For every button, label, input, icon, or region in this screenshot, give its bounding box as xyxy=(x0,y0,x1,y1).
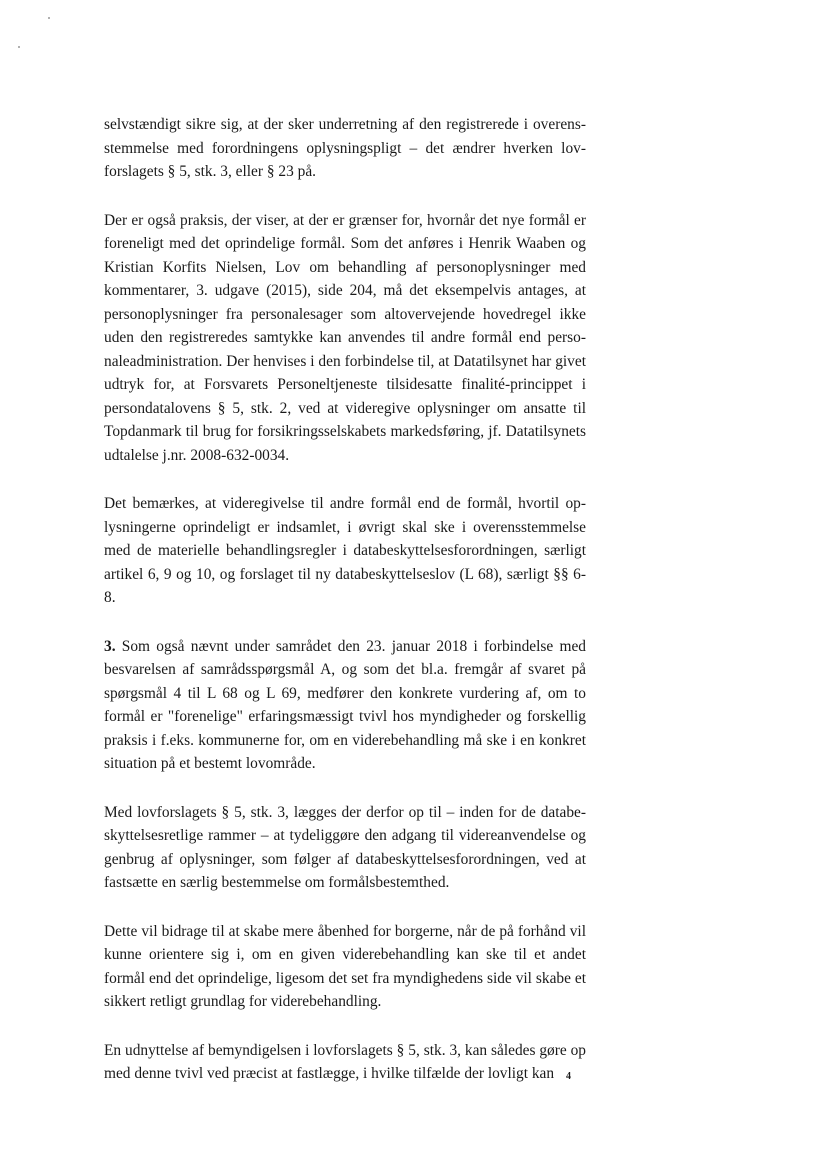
paragraph xyxy=(104,1039,586,1086)
scan-speck xyxy=(48,17,50,19)
paragraph-text: Dette vil bidrage til at skabe mere åbenhed for borgerne, når de på forhånd vil kunne orientere sig i, om en given viderebehandling kan ske til et andet formål end det oprindelige, ligesom det set fra myndighedens side vil skabe et sikkert retligt grundlag for viderebehandling. xyxy=(104,922,586,1010)
paragraph xyxy=(104,209,586,468)
paragraph-text: Der er også praksis, der viser, at der er grænser for, hvornår det nye formål er foreneligt med det oprindelige formål. Som det anføres i Henrik Waaben og Kristian Korfits Nielsen, Lov om behandling af personoplysninger med kommentarer, 3. udgave (2015), side 204, må det eksempelvis antages, at personoplysninger fra personalesager som altovervejende hovedregel ikke uden den registreredes samtykke kan anvendes til andre formål end personaleadministration. Der henvises i den forbindelse til, at Datatilsynet har givet udtryk for, at Forsvarets Personeltjeneste tilsidesatte finalité-princippet i persondatalovens § 5, stk. 2, ved at videregive oplysninger om ansatte til Topdanmark til brug for forsikringsselskabets markedsføring, jf. Datatilsynets udtalelse j.nr. 2008-632-0034. xyxy=(104,211,586,464)
paragraph xyxy=(104,920,586,1014)
paragraph xyxy=(104,492,586,610)
paragraph-text: Med lovforslagets § 5, stk. 3, lægges der derfor op til – inden for de databeskyttelsesretlige rammer – at tydeliggøre den adgang til videreanvendelse og genbrug af oplysninger, som følger af databeskyttelsesforordningen, ved at fastsætte en særlig bestemmelse om formålsbestemthed. xyxy=(104,803,586,891)
paragraph-text: Det bemærkes, at videregivelse til andre formål end de formål, hvortil oplysningerne oprindeligt er indsamlet, i øvrigt skal ske i overensstemmelse med de materielle behandlingsregler i databeskyttelsesforordningen, særligt artikel 6, 9 og 10, og forslaget til ny databeskyttelseslov (L 68), særligt §§ 6-8. xyxy=(104,495,586,606)
page-number: 4 xyxy=(566,1071,571,1082)
paragraph xyxy=(104,635,586,776)
paragraph xyxy=(104,113,586,184)
section-number: 3. xyxy=(104,637,116,655)
paragraph xyxy=(104,801,586,895)
paragraph-text: selvstændigt sikre sig, at der sker underretning af den registrerede i overensstemmelse med forordningens oplysningspligt – det ændrer hverken lovforslagets § 5, stk. 3, eller § 23 på. xyxy=(104,116,586,180)
text-column xyxy=(104,113,586,1111)
scan-speck xyxy=(18,46,20,48)
paragraph-text: Som også nævnt under samrådet den 23. januar 2018 i forbindelse med besvarelsen af samrådsspørgsmål A, og som det bl.a. fremgår af svaret på spørgsmål 4 til L 68 og L 69, medfører den konkrete vurdering af, om to formål er "forenelige" erfaringsmæssigt tvivl hos myndigheder og forskellig praksis i f.eks. kommunerne for, om en viderebehandling må ske i en konkret situation på et bestemt lovområde. xyxy=(104,637,586,772)
paragraph-text: En udnyttelse af bemyndigelsen i lovforslagets § 5, stk. 3, kan således gøre op med denne tvivl ved præcist at fastlægge, i hvilke tilfælde der lovligt kan xyxy=(104,1041,586,1082)
